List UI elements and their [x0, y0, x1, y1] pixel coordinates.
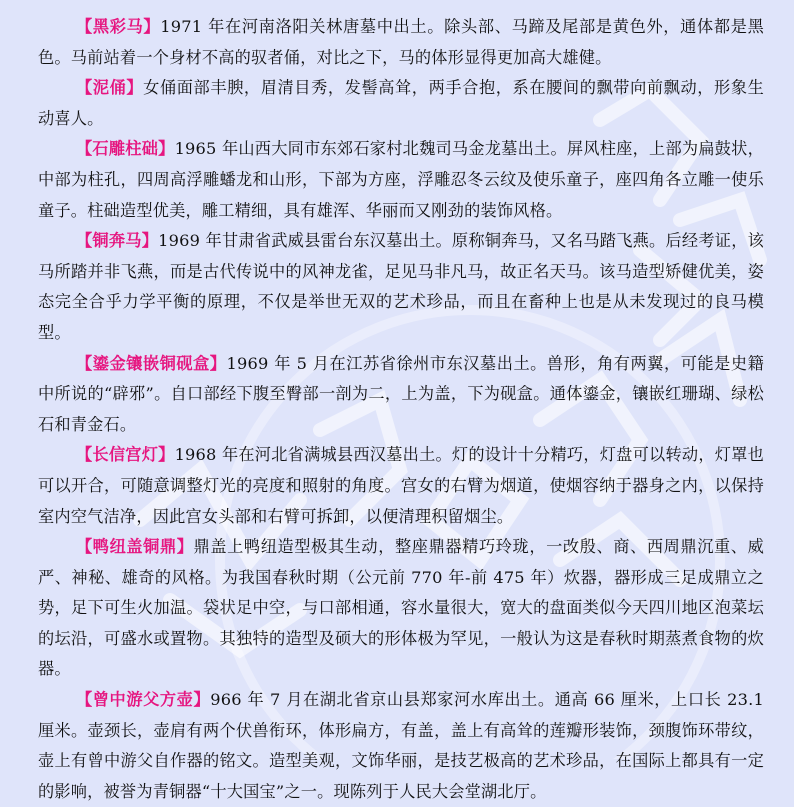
entry-text: 1971 年在河南洛阳关林唐墓中出土。除头部、马蹄及尾部是黄色外，通体都是黑色。马前站着一个身材不高的驭者俑，对比之下，马的体形显得更加高大雄健。	[38, 17, 764, 67]
entry-term: 【鸭纽盖铜鼎】	[76, 537, 194, 557]
entry-text: 女俑面部丰腴，眉清目秀，发髻高耸，两手合抱，系在腰间的飘带向前飘动，形象生动喜人。	[38, 78, 764, 128]
entry-text: 966 年 7 月在湖北省京山县郑家河水库出土。通高 66 厘米，上口长 23.1 厘米。壶颈长，壶肩有两个伏兽衔环，体形扁方，有盖，盖上有高耸的莲瓣形装饰，颈腹饰环带纹，壶上有曾中游父自作器的铭文。造型美观，文饰华丽，是技艺极高的艺术珍品，在国际上都具有一定的影响，被誉为青铜器“十大国宝”之一。现陈列于人民大会堂湖北厅。	[38, 690, 764, 801]
entry-term: 【鎏金镶嵌铜砚盒】	[76, 353, 227, 373]
entry-term: 【石雕柱础】	[76, 139, 175, 159]
entry-text: 1969 年甘肃省武威县雷台东汉墓出土。原称铜奔马，又名马踏飞燕。后经考证，该马所踏并非飞燕，而是古代传说中的风神龙雀，足见马非凡马，故正名天马。该马造型矫健优美，姿态完全合乎力学平衡的原理，不仅是举世无双的艺术珍品，而且在畜种上也是从未发现过的良马模型。	[38, 231, 765, 342]
entry-duck-knob-bronze-ding	[38, 532, 764, 685]
entry-stone-column-base	[38, 134, 764, 226]
entry-gilt-inkstone-box	[38, 349, 764, 441]
entry-term: 【黑彩马】	[76, 17, 161, 36]
entry-text: 1969 年 5 月在江苏省徐州市东汉墓出土。兽形，角有两翼，可能是史籍中所说的“辟邪”。自口部经下腹至臀部一剖为二，上为盖，下为砚盒。通体鎏金，镶嵌红珊瑚、绿松石和青金石。	[38, 353, 764, 434]
entry-changxin-palace-lamp	[38, 440, 764, 532]
entry-term: 【泥俑】	[76, 78, 144, 98]
entry-text: 1965 年山西大同市东郊石家村北魏司马金龙墓出土。屏风柱座，上部为扁鼓状，中部为柱孔，四周高浮雕蟠龙和山形，下部为方座，浮雕忍冬云纹及使乐童子，座四角各立雕一使乐童子。柱础造型优美，雕工精细，具有雄浑、华丽而又刚劲的装饰风格。	[38, 139, 764, 220]
entry-black-painted-horse	[38, 12, 764, 73]
entry-term: 【铜奔马】	[76, 231, 159, 251]
entry-zeng-square-pot	[38, 685, 764, 807]
entry-term: 【曾中游父方壶】	[76, 690, 211, 710]
entry-clay-figurine	[38, 73, 764, 134]
entry-text: 1968 年在河北省满城县西汉墓出土。灯的设计十分精巧，灯盘可以转动，灯罩也可以开合，可随意调整灯光的亮度和照射的角度。宫女的右臂为烟道，使烟容纳于器身之内，以保持室内空气洁净，因此宫女头部和右臂可拆卸，以便清理积留烟尘。	[38, 445, 764, 526]
entry-text: 鼎盖上鸭纽造型极其生动，整座鼎器精巧玲珑，一改殷、商、西周鼎沉重、威严、神秘、雄奇的风格。为我国春秋时期（公元前 770 年-前 475 年）炊器，器形成三足成鼎立之势，足下可生火加温。袋状足中空，与口部相通，容水量很大，宽大的盘面类似今天四川地区泡菜坛的坛沿，可盛水或置物。其独特的造型及硕大的形体极为罕见，一般认为这是春秋时期蒸煮食物的炊器。	[38, 537, 764, 679]
entry-bronze-galloping-horse	[38, 226, 764, 348]
entry-term: 【长信宫灯】	[76, 445, 175, 465]
